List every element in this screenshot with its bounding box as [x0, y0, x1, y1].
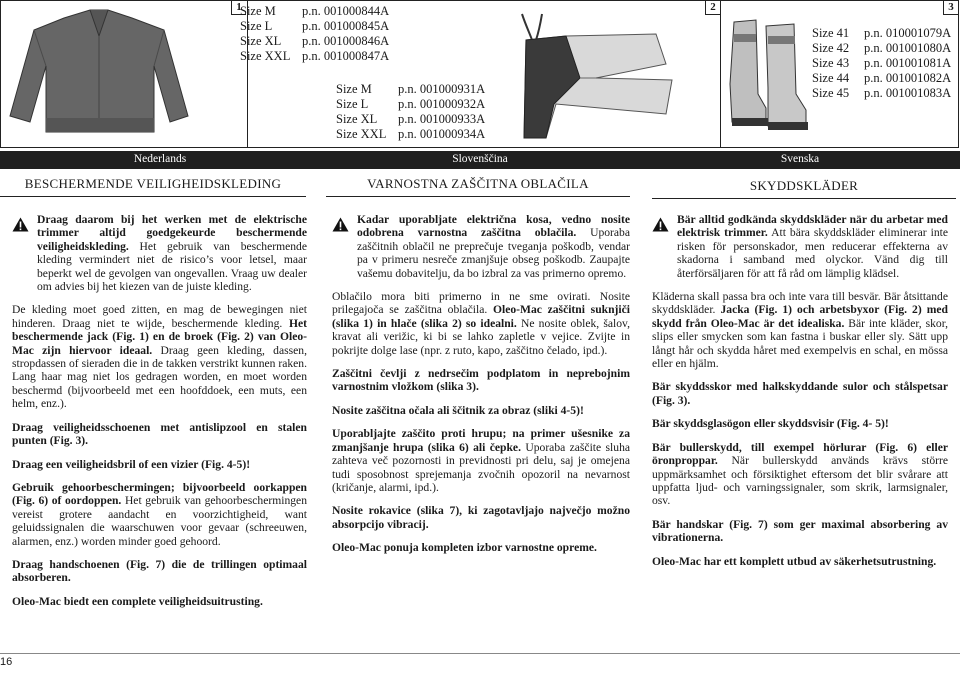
- paragraph-shoes: [332, 367, 630, 394]
- size-label: Size 41: [812, 26, 850, 40]
- column-dutch: [12, 213, 307, 618]
- size-row: [240, 34, 389, 49]
- text-bold: Oleo-Mac ponuja kompleten izbor varnostne opreme.: [332, 541, 597, 555]
- language-slovenian: Slovenščina: [452, 153, 508, 165]
- text-bold: Jacka (Fig. 1) och arbetsbyxor (Fig. 2) med skydd från Oleo-Mac är det idealiska.: [652, 303, 948, 330]
- size-label: Size L: [240, 19, 273, 33]
- text-bold: Oleo-Mac biedt een complete veiligheidsuitrusting.: [12, 594, 263, 608]
- text-bold: Nosite zaščitna očala ali ščitnik za obraz (sliki 4-5)!: [332, 403, 584, 417]
- column-slovenian: [332, 213, 630, 565]
- size-row: [812, 71, 951, 86]
- size-row: [336, 127, 485, 142]
- size-label: Size XL: [240, 34, 282, 48]
- warning-block: [12, 213, 307, 303]
- paragraph-clothing: [12, 303, 307, 410]
- trousers-image: [496, 8, 676, 140]
- size-label: Size M: [240, 4, 276, 18]
- paragraph-equipment: [332, 541, 630, 554]
- section-title-dutch: BESCHERMENDE VEILIGHEIDSKLEDING: [0, 176, 306, 197]
- size-row: [812, 86, 951, 101]
- boots-image: [726, 14, 808, 138]
- size-label: Size XL: [336, 112, 378, 126]
- text-span: Ne nosite oblek, šalov, kravat ali verižic, ki bi se lahko zapletle v vejice. Zvijte in pokrijte dolge lase (npr. z ruto, kapo, zaščitno čelado, ipd.).: [332, 316, 631, 357]
- paragraph-glasses: [652, 417, 948, 430]
- paragraph-equipment: [12, 595, 307, 608]
- size-label: Size L: [336, 97, 369, 111]
- text-span: När bullerskydd används krävs större uppmärksamhet och försiktighet eftersom det blir svårare att uppfatta ljud- och varningssignaler, som skrik, larmsignaler, osv.: [652, 454, 948, 508]
- text-bold: Het beschermende jack (Fig. 1) en de broek (Fig. 2) van Oleo-Mac zijn hiervoor ideaal.: [12, 316, 307, 357]
- text-bold: Uporabljajte zaščito proti hrupu; na primer ušesnike za zmanjšanje hrupa (slika 6) ali čepke.: [332, 427, 630, 454]
- warning-icon: [332, 217, 349, 232]
- text-span: Kläderna skall passa bra och inte vara till besvär. Bär åtsittande skyddskläder.: [652, 290, 948, 317]
- warning-bold: Bär alltid godkända skyddskläder när du arbetar med elektrisk trimmer.: [677, 213, 948, 240]
- size-label: Size 44: [812, 71, 850, 85]
- paragraph-shoes: [652, 380, 948, 407]
- footer-divider: [0, 653, 960, 654]
- paragraph-clothing: [652, 290, 948, 370]
- warning-icon: [12, 217, 29, 232]
- part-number: p.n. 001001081A: [864, 56, 952, 70]
- paragraph-hearing: [332, 427, 630, 494]
- section-title-swedish: SKYDDSKLÄDER: [652, 178, 956, 199]
- size-label: Size 45: [812, 86, 850, 100]
- text-bold: Bär handskar (Fig. 7) som ger maximal absorbering av vibrationerna.: [652, 517, 948, 545]
- size-row: [812, 26, 951, 41]
- text-span: Oblačilo mora biti primerno in ne sme ovirati. Nosite prilegajoča se zaščitna oblačila.: [332, 290, 630, 317]
- paragraph-hearing: [12, 481, 307, 548]
- part-number: p.n. 001000932A: [398, 97, 486, 111]
- text-span: Uporaba zaščite sluha zahteva več pozornosti in previdnosti pri delu, saj je omejena tudi sposobnost sprejemanja zvočnih opozoril na nevarnost (kričanje, alarmi, ipd.).: [332, 440, 631, 494]
- text-bold: Oleo-Mac zaščitni suknjiči (slika 1) in hlače (slika 2) so idealni.: [332, 303, 630, 330]
- size-row: [336, 112, 485, 127]
- warning-text: Het gebruik van beschermende kleding vermindert niet de risico’s voor letsel, maar beperkt wel de gevolgen van ongevallen. Vraag uw dealer om advies bij het kiezen van de juiste kleding.: [37, 239, 307, 294]
- figure-1-number: 1: [231, 0, 246, 15]
- text-span: Bär inte kläder, skor, slips eller smycken som kan fastna i buskar eller sly. Sätt upp långt hår och skydda håret med exempelvis en schal, en mössa eller en hjälm.: [652, 316, 948, 371]
- text-bold: Bär skyddsglasögon eller skyddsvisir (Fig. 4- 5)!: [652, 417, 889, 431]
- paragraph-equipment: [652, 555, 948, 568]
- section-title-slovenian: VARNOSTNA ZAŠČITNA OBLAČILA: [326, 176, 630, 197]
- part-number: p.n. 001000847A: [302, 49, 390, 63]
- language-bar: [0, 151, 960, 169]
- figure-1-size-list: [240, 4, 389, 64]
- size-label: Size 43: [812, 56, 850, 70]
- text-bold: Zaščitni čevlji z nedrsečim podplatom in neprebojnim varnostnim vložkom (slika 3).: [332, 367, 630, 394]
- text-bold: Draag handschoenen (Fig. 7) die de trillingen optimaal absorberen.: [12, 557, 307, 585]
- size-label: Size XXL: [240, 49, 291, 63]
- size-row: [812, 56, 951, 71]
- paragraph-hearing: [652, 441, 948, 508]
- paragraph-gloves: [652, 518, 948, 545]
- text-span: Draag geen kleding, dassen, stropdassen of sieraden die in de takken verstrikt kunnen raken. Lang haar mag niet los gedragen worden, en moet worden beschermd (bijvoorbeeld met een hoofddoek, een muts, een helm, enz.).: [12, 343, 307, 411]
- size-row: [240, 49, 389, 64]
- part-number: p.n. 001000931A: [398, 82, 486, 96]
- text-bold: Nosite rokavice (slika 7), ki zagotavljajo največjo možno absorpcijo vibracij.: [332, 504, 630, 531]
- language-dutch: Nederlands: [133, 153, 187, 165]
- paragraph-gloves: [332, 504, 630, 531]
- figure-2-size-list: [336, 82, 485, 142]
- page-number: 16: [0, 656, 13, 668]
- part-number: p.n. 001000934A: [398, 127, 486, 141]
- warning-block: [652, 213, 948, 290]
- part-number: p.n. 001000933A: [398, 112, 486, 126]
- part-number: p.n. 001000846A: [302, 34, 390, 48]
- size-row: [812, 41, 951, 56]
- size-label: Size XXL: [336, 127, 387, 141]
- column-swedish: [652, 213, 948, 578]
- part-number: p.n. 001001083A: [864, 86, 952, 100]
- size-label: Size M: [336, 82, 372, 96]
- paragraph-shoes: [12, 421, 307, 448]
- paragraph-glasses: [332, 404, 630, 417]
- language-swedish: Svenska: [780, 153, 820, 165]
- warning-bold: Kadar uporabljate električna kosa, vedno nosite odobrena varnostna zaščitna oblačila.: [357, 213, 630, 240]
- part-number: p.n. 010001079A: [864, 26, 952, 40]
- size-row: [336, 82, 485, 97]
- warning-block: [332, 213, 630, 290]
- figure-2-number: 2: [705, 0, 720, 15]
- text-bold: Draag een veiligheidsbril of een vizier (Fig. 4-5)!: [12, 457, 251, 471]
- warning-text: Att bära skyddskläder eliminerar inte risken för personskador, men reducerar effekterna av skadorna i samband med olyckor. Vänd dig till återförsäljaren för att få råd om lämplig klädsel.: [677, 226, 948, 280]
- paragraph-gloves: [12, 558, 307, 585]
- text-bold: Draag veiligheidsschoenen met antislipzool en stalen punten (Fig. 3).: [12, 420, 307, 448]
- text-bold: Oleo-Mac har ett komplett utbud av säkerhetsutrustning.: [652, 554, 937, 568]
- figure-3-size-list: [812, 26, 951, 101]
- figure-3-number: 3: [943, 0, 958, 15]
- size-row: [240, 19, 389, 34]
- text-bold: Bär bullerskydd, till exempel hörlurar (Fig. 6) eller öronproppar.: [652, 440, 948, 468]
- paragraph-clothing: [332, 290, 630, 357]
- part-number: p.n. 001001080A: [864, 41, 952, 55]
- part-number: p.n. 001001082A: [864, 71, 952, 85]
- jacket-image: [4, 6, 192, 140]
- text-bold: Bär skyddsskor med halkskyddande sulor och stålspetsar (Fig. 3).: [652, 380, 948, 407]
- part-number: p.n. 001000845A: [302, 19, 390, 33]
- text-bold: Gebruik gehoorbeschermingen; bijvoorbeeld oorkappen (Fig. 6) of oordoppen.: [12, 480, 307, 508]
- warning-text: Uporaba zaščitnih oblačil ne preprečuje tveganja poškodb, vendar pa v primeru nesreče zmanjšuje obseg poškodb. Zaupajte vašemu dobavitelju, da bo izbral za vas primerno opremo.: [357, 226, 630, 280]
- text-span: Het gebruik van gehoorbeschermingen vereist grotere aandacht en voorzichtigheid, want geluidssignalen die waarschuwen voor gevaar (schreeuwen, alarmen, enz.) worden minder goed gehoord.: [12, 494, 307, 548]
- warning-bold: Draag daarom bij het werken met de elektrische trimmer altijd goedgekeurde beschermende veiligheidskleding.: [37, 213, 307, 253]
- paragraph-glasses: [12, 458, 307, 471]
- text-span: De kleding moet goed zitten, en mag de bewegingen niet hinderen. Draag niet te wijde, beschermende kleding.: [12, 303, 307, 330]
- part-number: p.n. 001000844A: [302, 4, 390, 18]
- warning-icon: [652, 217, 669, 232]
- size-label: Size 42: [812, 41, 850, 55]
- size-row: [240, 4, 389, 19]
- size-row: [336, 97, 485, 112]
